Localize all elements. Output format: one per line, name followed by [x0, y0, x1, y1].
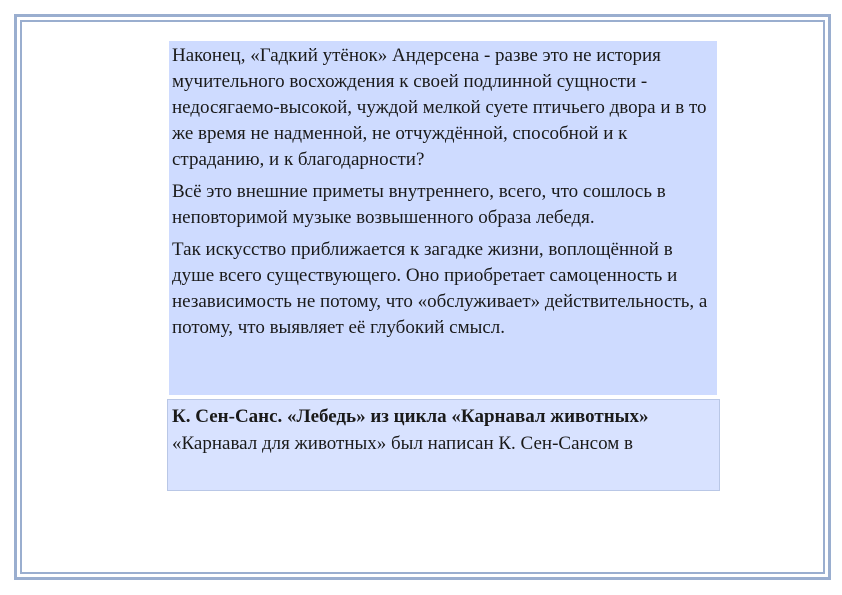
caption-block: [167, 399, 720, 491]
paragraph-swan-image: Всё это внешние приметы внутреннего, всего, что сошлось в неповторимой музыке возвышенного образа лебедя.: [172, 181, 666, 228]
main-text-block: [169, 41, 717, 395]
paragraph-ugly-duckling: Наконец, «Гадкий утёнок» Андерсена - разве это не история мучительного восхождения к своей подлинной сущности - недосягаемо-высокой, чуждой мелкой суете птичьего двора и в то же время не надменной, не отчуждённой, способной и к страданию, и к благодарности?: [172, 45, 707, 170]
caption-body: «Карнавал для животных» был написан К. Сен-Сансом в: [172, 433, 633, 454]
paragraph-art-meaning: Так искусство приближается к загадке жизни, воплощённой в душе всего существующего. Оно приобретает самоценность и независимость не потому, что «обслуживает» действительность, а потому, что выявляет её глубокий смысл.: [172, 239, 708, 338]
caption-title: К. Сен-Санс. «Лебедь» из цикла «Карнавал животных»: [172, 406, 649, 427]
